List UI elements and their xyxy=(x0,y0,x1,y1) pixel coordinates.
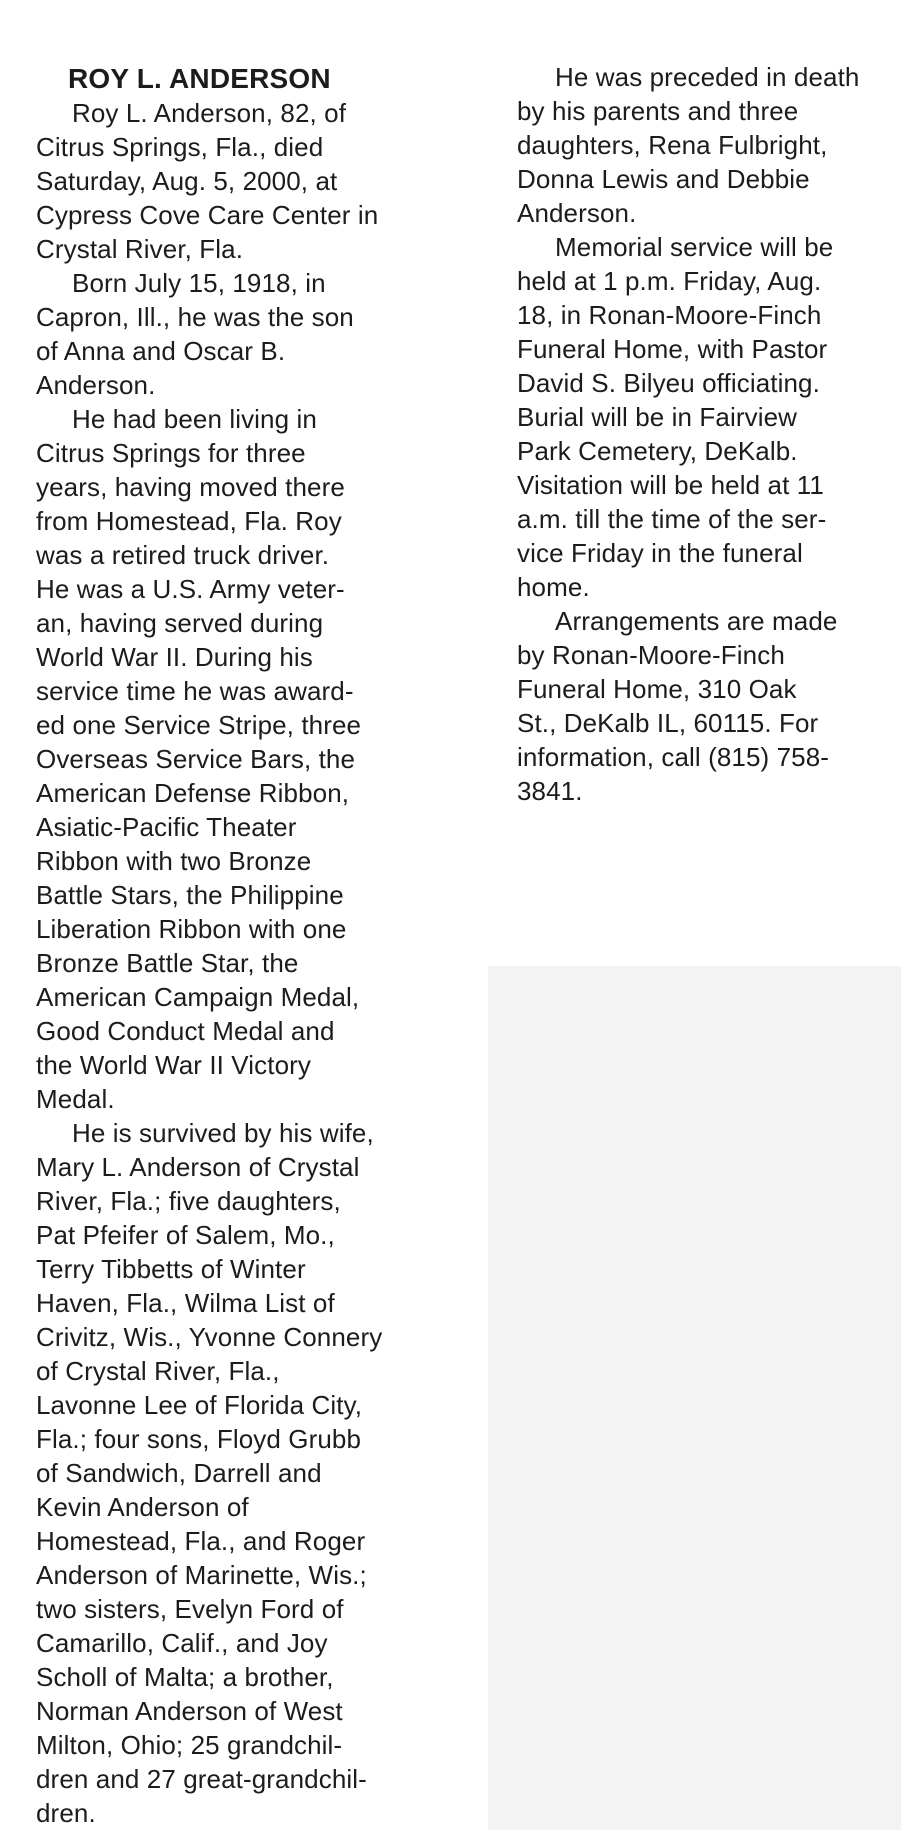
paragraph xyxy=(36,402,436,1116)
text-line: Anderson of Marinette, Wis.; xyxy=(36,1560,367,1590)
text-line: Anderson. xyxy=(517,198,637,228)
text-line: of Sandwich, Darrell and xyxy=(36,1458,322,1488)
text-line: ed one Service Stripe, three xyxy=(36,710,362,740)
text-line: Bronze Battle Star, the xyxy=(36,948,299,978)
text-line: Overseas Service Bars, the xyxy=(36,744,356,774)
text-line: service time he was award- xyxy=(36,676,354,706)
text-line: Battle Stars, the Philippine xyxy=(36,880,344,910)
text-line: a.m. till the time of the ser- xyxy=(517,504,827,534)
text-line: Haven, Fla., Wilma List of xyxy=(36,1288,335,1318)
text-line: 18, in Ronan-Moore-Finch xyxy=(517,300,822,330)
text-line: David S. Bilyeu officiating. xyxy=(517,368,820,398)
text-line: Park Cemetery, DeKalb. xyxy=(517,436,798,466)
text-line: Terry Tibbetts of Winter xyxy=(36,1254,306,1284)
text-line: held at 1 p.m. Friday, Aug. xyxy=(517,266,822,296)
text-line: home. xyxy=(517,572,590,602)
text-line: American Defense Ribbon, xyxy=(36,778,350,808)
text-line: years, having moved there xyxy=(36,472,345,502)
text-line: was a retired truck driver. xyxy=(36,540,330,570)
text-line: Asiatic-Pacific Theater xyxy=(36,812,297,842)
text-line: Milton, Ohio; 25 grandchil- xyxy=(36,1730,343,1760)
text-line: River, Fla.; five daughters, xyxy=(36,1186,341,1216)
text-line: two sisters, Evelyn Ford of xyxy=(36,1594,344,1624)
text-line: Citrus Springs for three xyxy=(36,438,306,468)
paragraph xyxy=(36,96,436,266)
paragraph xyxy=(517,230,901,604)
text-line: He was preceded in death xyxy=(555,62,860,92)
text-line: Donna Lewis and Debbie xyxy=(517,164,810,194)
text-line: Scholl of Malta; a brother, xyxy=(36,1662,334,1692)
text-line: by his parents and three xyxy=(517,96,799,126)
obituary-title: ROY L. ANDERSON xyxy=(68,63,331,94)
right-column xyxy=(517,60,901,808)
text-line: Camarillo, Calif., and Joy xyxy=(36,1628,328,1658)
text-line: Crystal River, Fla. xyxy=(36,234,244,264)
text-line: American Campaign Medal, xyxy=(36,982,360,1012)
text-line: St., DeKalb IL, 60115. For xyxy=(517,708,819,738)
text-line: Anderson. xyxy=(36,370,156,400)
text-line: He is survived by his wife, xyxy=(72,1118,374,1148)
text-line: from Homestead, Fla. Roy xyxy=(36,506,342,536)
text-line: Liberation Ribbon with one xyxy=(36,914,347,944)
text-line: vice Friday in the funeral xyxy=(517,538,803,568)
text-line: Ribbon with two Bronze xyxy=(36,846,312,876)
text-line: of Anna and Oscar B. xyxy=(36,336,286,366)
paragraph xyxy=(36,266,436,402)
text-line: World War II. During his xyxy=(36,642,313,672)
text-line: He was a U.S. Army veter- xyxy=(36,574,345,604)
text-line: Funeral Home, 310 Oak xyxy=(517,674,797,704)
text-line: of Crystal River, Fla., xyxy=(36,1356,280,1386)
text-line: Burial will be in Fairview xyxy=(517,402,798,432)
text-line: Born July 15, 1918, in xyxy=(72,268,326,298)
text-line: He had been living in xyxy=(72,404,317,434)
text-line: by Ronan-Moore-Finch xyxy=(517,640,785,670)
paragraph xyxy=(517,604,901,808)
text-line: Good Conduct Medal and xyxy=(36,1016,335,1046)
text-line: Arrangements are made xyxy=(555,606,838,636)
blank-scan-area xyxy=(488,966,901,1830)
text-line: Cypress Cove Care Center in xyxy=(36,200,379,230)
text-line: Pat Pfeifer of Salem, Mo., xyxy=(36,1220,335,1250)
text-line: 3841. xyxy=(517,776,583,806)
text-line: Lavonne Lee of Florida City, xyxy=(36,1390,363,1420)
text-line: Homestead, Fla., and Roger xyxy=(36,1526,366,1556)
text-line: Fla.; four sons, Floyd Grubb xyxy=(36,1424,362,1454)
text-line: Kevin Anderson of xyxy=(36,1492,249,1522)
text-line: information, call (815) 758- xyxy=(517,742,830,772)
paragraph xyxy=(517,60,901,230)
text-line: Medal. xyxy=(36,1084,115,1114)
paragraph xyxy=(36,1116,436,1830)
text-line: the World War II Victory xyxy=(36,1050,311,1080)
text-line: Memorial service will be xyxy=(555,232,834,262)
text-line: daughters, Rena Fulbright, xyxy=(517,130,828,160)
text-line: Roy L. Anderson, 82, of xyxy=(72,98,347,128)
text-line: Norman Anderson of West xyxy=(36,1696,343,1726)
text-line: dren. xyxy=(36,1798,96,1828)
text-line: Crivitz, Wis., Yvonne Connery xyxy=(36,1322,383,1352)
text-line: Visitation will be held at 11 xyxy=(517,470,824,500)
text-line: Funeral Home, with Pastor xyxy=(517,334,828,364)
text-line: Capron, Ill., he was the son xyxy=(36,302,354,332)
text-line: Mary L. Anderson of Crystal xyxy=(36,1152,360,1182)
left-column xyxy=(36,62,436,1830)
text-line: Saturday, Aug. 5, 2000, at xyxy=(36,166,338,196)
text-line: dren and 27 great-grandchil- xyxy=(36,1764,367,1794)
text-line: an, having served during xyxy=(36,608,324,638)
text-line: Citrus Springs, Fla., died xyxy=(36,132,324,162)
